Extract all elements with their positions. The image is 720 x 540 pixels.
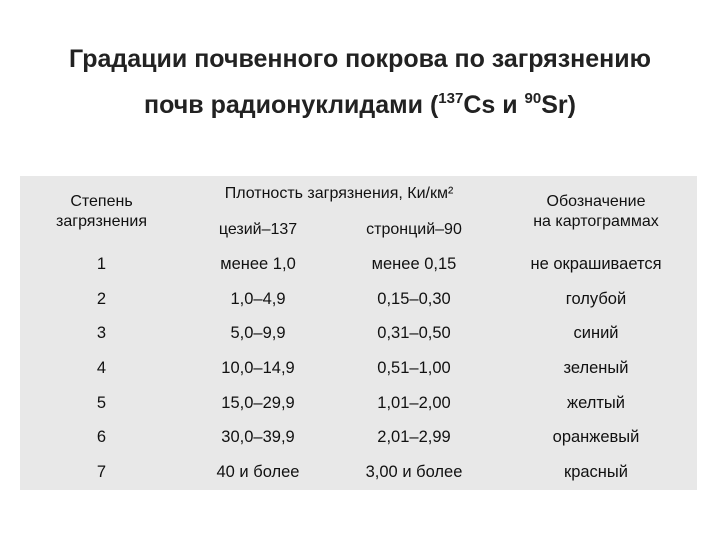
strontium-cell: 1,01–2,00 (377, 393, 451, 412)
contamination-table (20, 176, 697, 490)
header-cesium: цезий–137 (218, 220, 298, 238)
table-row (20, 455, 697, 490)
title-line-2 (40, 79, 680, 125)
strontium-cell: 0,51–1,00 (377, 358, 451, 377)
strontium-cell: 0,31–0,50 (377, 324, 451, 343)
strontium-mass-number: 90 (524, 90, 542, 107)
designation-cell: голубой (565, 289, 627, 308)
cesium-cell: 1,0–4,9 (230, 289, 286, 308)
table-row (20, 247, 697, 282)
designation-cell: красный (563, 463, 628, 482)
degree-cell: 1 (96, 254, 107, 273)
title-line-1: Градации почвенного покрова по загрязнению (68, 45, 652, 73)
designation-cell: зеленый (563, 358, 629, 377)
strontium-cell: менее 0,15 (371, 254, 457, 273)
title-suffix: ) (567, 91, 576, 119)
strontium-cell: 0,15–0,30 (377, 289, 451, 308)
header-degree-line2: загрязнения (56, 212, 147, 230)
header-strontium: стронций–90 (366, 220, 462, 238)
header-designation-line1: Обозначение (546, 192, 646, 210)
cesium-cell: 5,0–9,9 (230, 324, 286, 343)
table-row (20, 421, 697, 456)
cesium-symbol: Cs (463, 91, 496, 119)
table-row (20, 351, 697, 386)
degree-cell: 5 (96, 393, 107, 412)
table-row (20, 282, 697, 317)
cesium-cell: 40 и более (216, 463, 300, 482)
cesium-cell: 30,0–39,9 (221, 428, 295, 447)
designation-cell: желтый (567, 393, 625, 412)
strontium-cell: 3,00 и более (365, 463, 463, 482)
designation-cell: не окрашивается (530, 254, 662, 273)
cesium-cell: 15,0–29,9 (221, 393, 295, 412)
cesium-mass-number: 137 (438, 90, 464, 107)
designation-cell: синий (573, 324, 619, 343)
degree-cell: 3 (96, 324, 107, 343)
degree-cell: 7 (96, 463, 107, 482)
table-row (20, 386, 697, 421)
table-row (20, 316, 697, 351)
strontium-cell: 2,01–2,99 (377, 428, 451, 447)
degree-cell: 2 (96, 289, 107, 308)
header-density: Плотность загрязнения, Ки/км² (224, 185, 454, 202)
title-prefix: почв радионуклидами ( (144, 91, 439, 119)
strontium-symbol: Sr (541, 91, 568, 119)
header-degree-line1: Степень (70, 192, 133, 210)
header-designation (495, 176, 697, 247)
designation-cell: оранжевый (552, 428, 640, 447)
page-title (40, 40, 680, 125)
degree-cell: 6 (96, 428, 107, 447)
header-designation-line2: на картограммах (533, 212, 659, 230)
contamination-table-container (20, 176, 697, 490)
cesium-cell: менее 1,0 (220, 254, 296, 273)
header-degree (20, 176, 183, 247)
cesium-cell: 10,0–14,9 (221, 358, 295, 377)
degree-cell: 4 (96, 358, 107, 377)
title-conjunction: и (495, 91, 525, 119)
